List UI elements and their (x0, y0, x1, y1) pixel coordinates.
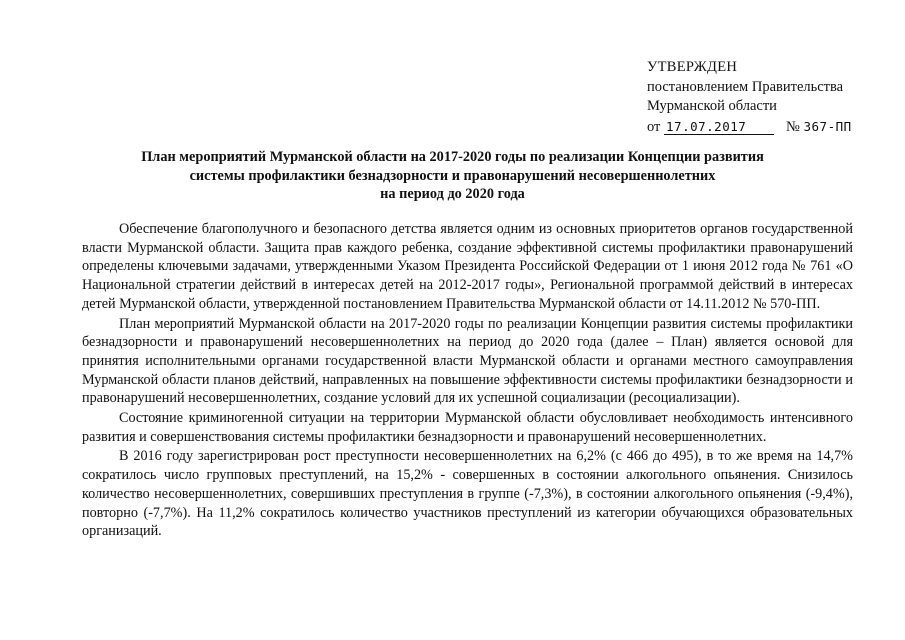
approval-stamp-block (647, 58, 887, 137)
title-line-1: План мероприятий Мурманской области на 2017-2020 годы по реализации Концепции развития (141, 149, 764, 165)
approval-date-line (647, 117, 887, 138)
approval-date: 17.07.2017 (664, 119, 774, 135)
title-line-3: на период до 2020 года (380, 186, 525, 202)
document-body (82, 220, 853, 541)
paragraph-1: Обеспечение благополучного и безопасного детства является одним из основных приоритетов органов государственной власти Мурманской области. Защита прав каждого ребенка, создание эффективной системы профилактики правонарушений определены ключевыми задачами, утвержденными Указом Президента Российской Федерации от 1 июня 2012 года № 761 «О Национальной стратегии действий в интересах детей на 2012-2017 годы», Региональной программой действий в интересах детей Мурманской области, утвержденной постановлением Правительства Мурманской области от 14.11.2012 № 570-ПП. (82, 221, 853, 312)
document-title (60, 148, 845, 204)
approval-authority-line: постановлением Правительства (647, 78, 844, 95)
approval-number-prefix: № (786, 118, 800, 135)
approval-number: 367-ПП (803, 118, 852, 134)
approval-date-prefix: от (647, 118, 661, 135)
paragraph-3: Состояние криминогенной ситуации на территории Мурманской области обусловливает необходимость интенсивного развития и совершенствования системы профилактики безнадзорности и правонарушений несовершеннолетних. (82, 410, 853, 445)
paragraph-2: План мероприятий Мурманской области на 2017-2020 годы по реализации Концепции развития системы профилактики безнадзорности и правонарушений несовершеннолетних на период до 2020 года (далее – План) является основой для принятия исполнительными органами государственной власти Мурманской области и органами местного самоуправления Мурманской области планов действий, направленных на повышение эффективности системы профилактики безнадзорности и правонарушений несовершеннолетних, создание условий для их успешной социализации (ресоциализации). (82, 315, 853, 407)
approval-region-line: Мурманской области (647, 98, 777, 114)
approval-heading: УТВЕРЖДЕН (647, 59, 738, 75)
paragraph-4: В 2016 году зарегистрирован рост преступности несовершеннолетних на 6,2% (с 466 до 495), в то же время на 14,7% сократилось число групповых преступлений, на 15,2% - совершенных в состоянии алкогольного опьянения. Снизилось количество несовершеннолетних, совершивших преступления в группе (-7,3%), в состоянии алкогольного опьянения (-9,4%), повторно (-7,7%). На 11,2% сократилось количество участников преступлений из категории обучающихся образовательных организаций. (82, 448, 853, 540)
title-line-2: системы профилактики безнадзорности и правонарушений несовершеннолетних (189, 167, 716, 184)
